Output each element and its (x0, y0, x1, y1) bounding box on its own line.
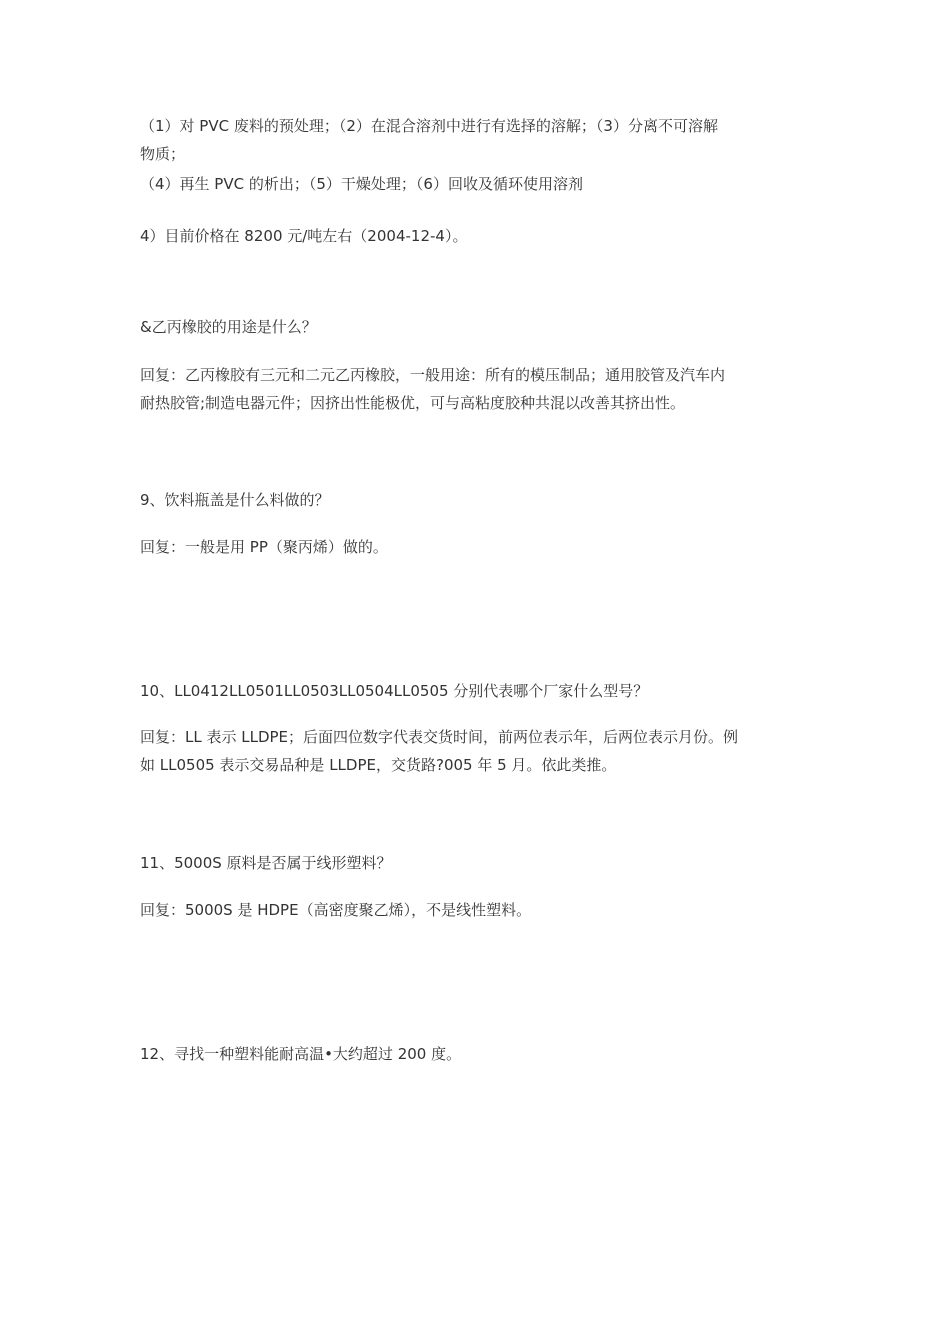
epdm-answer (140, 361, 820, 417)
q9-question: 9、饮料瓶盖是什么料做的？ (140, 491, 330, 509)
process-steps-line-1: （1）对 PVC 废料的预处理；（2）在混合溶剂中进行有选择的溶解；（3）分离不可溶解 (140, 117, 718, 135)
epdm-answer-line-2: 耐热胶管;制造电器元件；因挤出性能极优，可与高粘度胶种共混以改善其挤出性。 (140, 394, 686, 412)
q9-answer: 回复：一般是用 PP（聚丙烯）做的。 (140, 538, 388, 556)
q10-answer-line-2: 如 LL0505 表示交易品种是 LLDPE，交货路?005 年 5 月。依此类推。 (140, 756, 617, 774)
q12-question: 12、寻找一种塑料能耐高温•大约超过 200 度。 (140, 1045, 462, 1063)
q10-answer-line-1: 回复：LL 表示 LLDPE；后面四位数字代表交货时间，前两位表示年，后两位表示月份。例 (140, 728, 739, 746)
q11-question: 11、5000S 原料是否属于线形塑料？ (140, 854, 392, 872)
q11-answer: 回复：5000S 是 HDPE（高密度聚乙烯），不是线性塑料。 (140, 901, 532, 919)
process-steps-line-1-wrap: 物质； (140, 145, 186, 163)
process-steps (140, 112, 820, 168)
epdm-question: &乙丙橡胶的用途是什么？ (140, 318, 317, 336)
process-steps-line-2: （4）再生 PVC 的析出；（5）干燥处理；（6）回收及循环使用溶剂 (140, 175, 583, 193)
q10-question: 10、LL0412LL0501LL0503LL0504LL0505 分别代表哪个厂家什么型号？ (140, 682, 649, 700)
price-note: 4）目前价格在 8200 元/吨左右（2004-12-4）。 (140, 227, 468, 245)
q10-answer (140, 723, 820, 779)
epdm-answer-line-1: 回复：乙丙橡胶有三元和二元乙丙橡胶，一般用途：所有的模压制品；通用胶管及汽车内 (140, 366, 726, 384)
